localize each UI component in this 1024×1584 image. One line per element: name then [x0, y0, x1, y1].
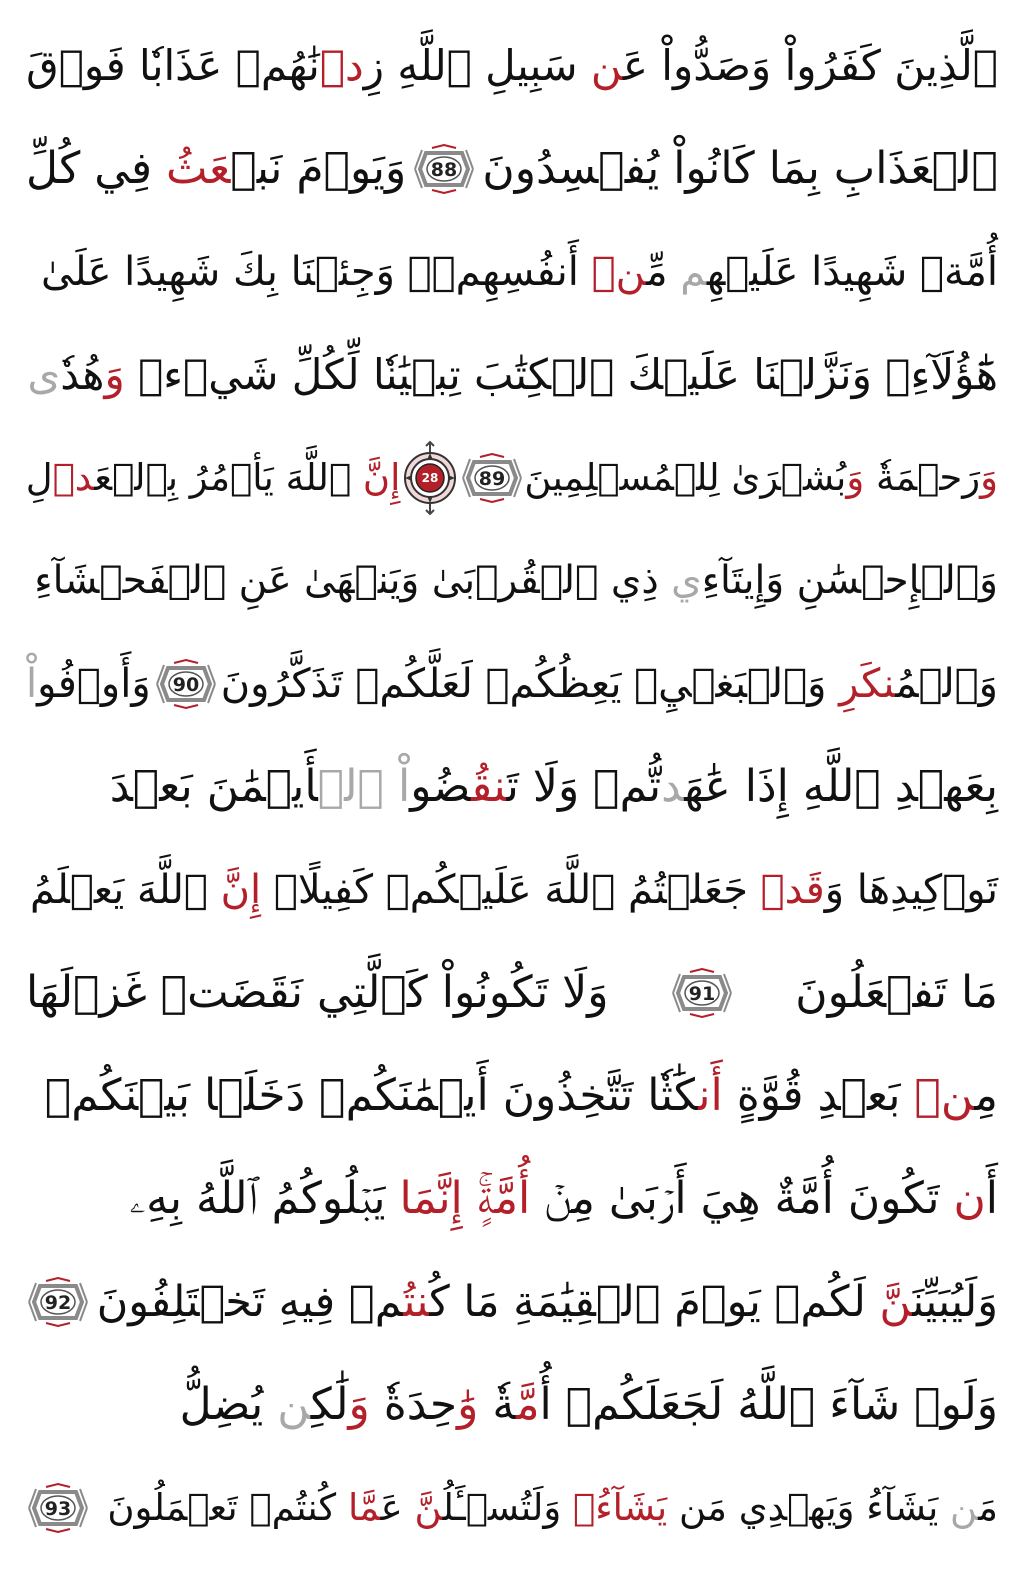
- verse-word: وَٱلۡبَغۡيِۚ يَعِظُكُمۡ لَعَلَّكُمۡ تَذَكَّرُونَ: [220, 661, 840, 707]
- tajweed-highlight: نكَرِ: [839, 661, 896, 707]
- verse-text: [41, 224, 998, 320]
- verse-word: ٱللَّهَ يَعۡلَمُ: [30, 867, 221, 913]
- silent-letter: ن: [950, 1486, 979, 1529]
- verse-word: مۡ فِيهِ تَخۡتَلِفُونَ: [96, 1277, 404, 1327]
- tajweed-highlight: نقُ: [471, 761, 507, 812]
- ayah-end-marker-icon: [26, 1277, 90, 1327]
- silent-letter: د: [661, 761, 685, 812]
- verse-word: يَشَآءُ وَيَهۡدِي مَن: [667, 1486, 950, 1529]
- verse-text: [482, 121, 998, 217]
- verse-word: وَلَتُسۡـَٔلُ: [442, 1486, 573, 1529]
- verse-word: تَوۡكِيدِهَا وَ: [824, 867, 998, 913]
- verse-word: ةٗ: [478, 1379, 516, 1430]
- verse-line: [26, 1357, 998, 1453]
- verse-line: [26, 945, 998, 1041]
- ayah-end-marker-icon: [670, 968, 734, 1018]
- verse-word: بِعَهۡدِ ٱللَّهِ إِذَا عَٰهَ: [684, 761, 998, 812]
- verse-word: عَ: [380, 1486, 415, 1529]
- verse-word: يُضِلُّ: [179, 1379, 278, 1430]
- verse-word: أَ: [985, 1173, 998, 1224]
- ayah-end-marker-icon: [26, 1483, 90, 1533]
- verse-word: كَٰثٗا تَتَّخِذُونَ أَيۡمَٰنَكُمۡ دَخَلَۢا بَيۡنَكُمۡ: [44, 1070, 699, 1121]
- verse-word: مِّ: [646, 249, 681, 295]
- tajweed-highlight: أَن: [698, 1070, 723, 1121]
- silent-letter: م: [680, 249, 707, 295]
- tajweed-highlight: قَدۡ: [760, 867, 825, 913]
- rub-el-hizb-icon: [400, 440, 460, 516]
- silent-letter: ى: [27, 350, 61, 399]
- tajweed-highlight: نۢ: [914, 1070, 975, 1121]
- verse-word: مَا تَفۡعَلُونَ: [795, 967, 998, 1018]
- verse-word: أَنفُسِهِمۡۖ وَجِئۡنَا بِكَ شَهِيدًا عَلَىٰ: [41, 249, 592, 295]
- verse-word: سَبِيلِ ٱللَّهِ زِ: [363, 41, 591, 90]
- tajweed-highlight: وَ: [104, 350, 125, 399]
- tajweed-highlight: نۡ: [591, 249, 647, 295]
- verse-word: لَٰكِ: [310, 1379, 349, 1430]
- verse-word: رَحۡمَةٗ: [864, 456, 981, 499]
- verse-word: وَأَوۡفُو: [37, 661, 151, 707]
- tajweed-highlight: إِنَّ: [362, 456, 401, 499]
- verse-word: يَبۡلُوكُمُ ٱللَّهُ بِهِۦ: [129, 1173, 400, 1224]
- tajweed-highlight: يَشَآءُۚ: [573, 1486, 668, 1529]
- tajweed-highlight: دۡ: [319, 41, 364, 90]
- verse-text: [30, 842, 998, 938]
- tajweed-highlight: وَ: [846, 456, 865, 499]
- silent-letter: اْ: [26, 661, 38, 707]
- verse-word: وَلَيُبَيِّنَ: [912, 1277, 998, 1327]
- mushaf-page: [26, 18, 998, 1566]
- verse-line: [26, 327, 998, 423]
- verse-line: [26, 121, 998, 217]
- verse-word: نَٰهُمۡ عَذَابٗا فَوۡقَ: [26, 41, 320, 90]
- verse-word: ٰحِدَةٗ: [369, 1379, 458, 1430]
- verse-word: [463, 1173, 477, 1224]
- verse-line: [26, 533, 998, 629]
- verse-word: هُدٗ: [60, 350, 105, 399]
- hizb-number: 28: [422, 471, 439, 485]
- verse-word: وَيَوۡمَ نَبۡ: [230, 143, 407, 194]
- tajweed-highlight: إِنَّمَا: [399, 1173, 463, 1224]
- verse-word: وَلَا تَكُونُواْ كَٱلَّتِي نَقَضَتۡ غَزۡلَهَا: [26, 967, 609, 1018]
- verse-text: [129, 1151, 998, 1247]
- verse-line: [26, 1048, 998, 1144]
- tajweed-highlight: ن: [953, 1173, 986, 1224]
- verse-word: لِ: [25, 456, 53, 499]
- ayah-end-marker-icon: [412, 144, 476, 194]
- verse-text: [97, 1254, 998, 1350]
- verse-text: [795, 945, 998, 1041]
- verse-line: [26, 1151, 998, 1247]
- silent-letter: ن: [277, 1379, 311, 1430]
- tajweed-highlight: وَ: [980, 456, 998, 499]
- ayah-number: 93: [44, 1498, 72, 1520]
- verse-word: أَيۡمَٰنَ بَعۡدَ: [109, 761, 318, 812]
- verse-text: [27, 327, 998, 423]
- verse-line: [26, 1254, 998, 1350]
- ayah-end-marker-icon: [154, 659, 218, 709]
- tajweed-highlight: وَ: [348, 1379, 370, 1430]
- verse-word: لَكُمۡ يَوۡمَ ٱلۡقِيَٰمَةِ مَا كُ: [429, 1277, 880, 1327]
- verse-word: ٱللَّهَ يَأۡمُرُ بِٱلۡعَ: [94, 456, 363, 499]
- tajweed-highlight: إِنَّ: [220, 867, 262, 913]
- verse-line: [26, 430, 998, 526]
- verse-line: [26, 224, 998, 320]
- verse-word: أُمَّةٖ شَهِيدًا عَلَيۡهِ: [706, 249, 998, 295]
- tajweed-highlight: نَّ: [414, 1486, 443, 1529]
- verse-line: [26, 842, 998, 938]
- tajweed-highlight: مَّ: [515, 1379, 540, 1430]
- verse-word: ٱلَّذِينَ كَفَرُواْ وَصَدُّواْ عَ: [622, 41, 998, 90]
- verse-text: [221, 636, 998, 732]
- verse-text: [180, 1357, 998, 1453]
- tajweed-highlight: دۡ: [52, 456, 95, 499]
- verse-text: [26, 430, 401, 526]
- ayah-number: 92: [44, 1292, 72, 1314]
- verse-word: فِي كُلِّ: [26, 143, 166, 194]
- verse-word: هَٰٓؤُلَآءِۚ وَنَزَّلۡنَا عَلَيۡكَ ٱلۡكِتَٰبَ تِبۡيَٰنٗا لِّكُلِّ شَيۡءٖ: [124, 350, 998, 399]
- verse-word: كُنتُمۡ تَعۡمَلُونَ: [107, 1486, 348, 1529]
- ayah-number: 88: [431, 159, 458, 181]
- verse-word: مِ: [974, 1070, 998, 1121]
- verse-text: [110, 739, 998, 835]
- verse-line: [26, 739, 998, 835]
- verse-word: ذِي ٱلۡقُرۡبَىٰ وَيَنۡهَىٰ عَنِ ٱلۡفَحۡشَآءِ: [34, 558, 672, 603]
- verse-line: [26, 18, 998, 114]
- ayah-number: 91: [688, 983, 716, 1005]
- verse-word: تَكُونَ أُمَّةٌ هِيَ أَرۡبَىٰ مِنۡ: [530, 1173, 954, 1224]
- tajweed-highlight: عَثُ: [165, 143, 231, 194]
- verse-word: مَ: [978, 1486, 998, 1529]
- verse-word: ضُو: [410, 761, 472, 812]
- verse-text: [26, 636, 151, 732]
- tajweed-highlight: ن: [590, 41, 623, 90]
- tajweed-highlight: وَ: [457, 1379, 479, 1430]
- verse-line: [26, 636, 998, 732]
- tajweed-highlight: نَّ: [879, 1277, 913, 1327]
- ayah-number: 90: [172, 674, 199, 696]
- tajweed-highlight: أُمَّةٍۚ: [476, 1173, 531, 1224]
- tajweed-highlight: نتُ: [403, 1277, 430, 1327]
- verse-line: [26, 1460, 998, 1556]
- silent-letter: ي: [671, 558, 702, 603]
- verse-word: بُشۡرَىٰ لِلۡمُسۡلِمِينَ: [524, 456, 847, 499]
- verse-text: [107, 1460, 998, 1556]
- ayah-end-marker-icon: [460, 453, 524, 503]
- verse-text: [26, 18, 998, 114]
- verse-text: [34, 533, 998, 629]
- verse-text: [26, 945, 609, 1041]
- verse-text: [524, 430, 998, 526]
- verse-word: بَعۡدِ قُوَّةٍ: [722, 1070, 915, 1121]
- ayah-number: 89: [479, 468, 506, 490]
- verse-text: [45, 1048, 998, 1144]
- verse-word: تُّمۡ وَلَا تَ: [506, 761, 662, 812]
- verse-word: جَعَلۡتُمُ ٱللَّهَ عَلَيۡكُمۡ كَفِيلًاۚ: [261, 867, 761, 913]
- verse-text: [26, 121, 406, 217]
- verse-word: وَلَوۡ شَآءَ ٱللَّهُ لَجَعَلَكُمۡ أُ: [539, 1379, 998, 1430]
- verse-word: ٱلۡعَذَابِ بِمَا كَانُواْ يُفۡسِدُونَ: [482, 143, 998, 194]
- silent-letter: اْ ٱلۡ: [317, 761, 411, 812]
- tajweed-highlight: مَّا: [347, 1486, 381, 1529]
- verse-word: وَٱلۡإِحۡسَٰنِ وَإِيتَآءِ: [701, 558, 998, 603]
- verse-word: وَٱلۡمُ: [895, 661, 998, 707]
